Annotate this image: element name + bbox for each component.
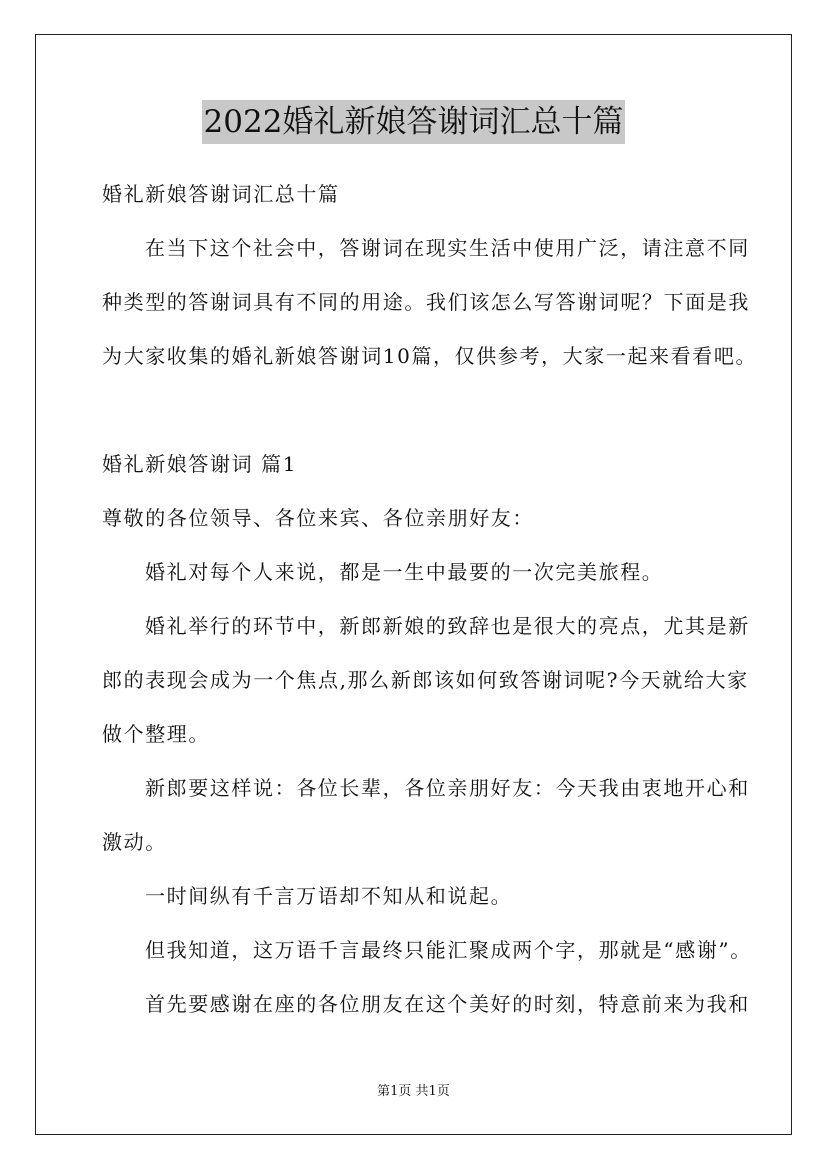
paragraph-line: 激动。 [102,830,167,854]
paragraph-line: 在当下这个社会中，答谢词在现实生活中使用广泛，请注意不同 [145,236,750,260]
paragraph-line: 一时间纵有千言万语却不知从和说起。 [145,884,513,908]
salutation-line: 尊敬的各位领导、各位来宾、各位亲朋好友： [102,506,534,530]
subtitle-line: 婚礼新娘答谢词汇总十篇 [102,182,340,206]
document-title [0,100,827,144]
paragraph-line: 为大家收集的婚礼新娘答谢词10篇，仅供参考，大家一起来看看吧。 [102,344,758,368]
paragraph-line: 郎的表现会成为一个焦点,那么新郎该如何致答谢词呢?今天就给大家 [102,668,749,692]
paragraph-line: 首先要感谢在座的各位朋友在这个美好的时刻，特意前来为我和 [145,992,750,1016]
paragraph-line: 做个整理。 [102,722,210,746]
paragraph-line: 新郎要这样说：各位长辈，各位亲朋好友：今天我由衷地开心和 [145,776,750,800]
paragraph-line: 但我知道，这万语千言最终只能汇聚成两个字，那就是“感谢”。 [145,938,752,962]
paragraph-line: 婚礼举行的环节中，新郎新娘的致辞也是很大的亮点，尤其是新 [145,614,750,638]
page-footer [0,1083,827,1101]
paragraph-line: 种类型的答谢词具有不同的用途。我们该怎么写答谢词呢？下面是我 [102,290,750,314]
section-heading: 婚礼新娘答谢词 篇1 [102,452,298,476]
paragraph-line: 婚礼对每个人来说，都是一生中最要的一次完美旅程。 [145,560,664,584]
document-title-text: 2022婚礼新娘答谢词汇总十篇 [202,100,626,144]
page-number: 第1页 共1页 [377,1084,450,1099]
